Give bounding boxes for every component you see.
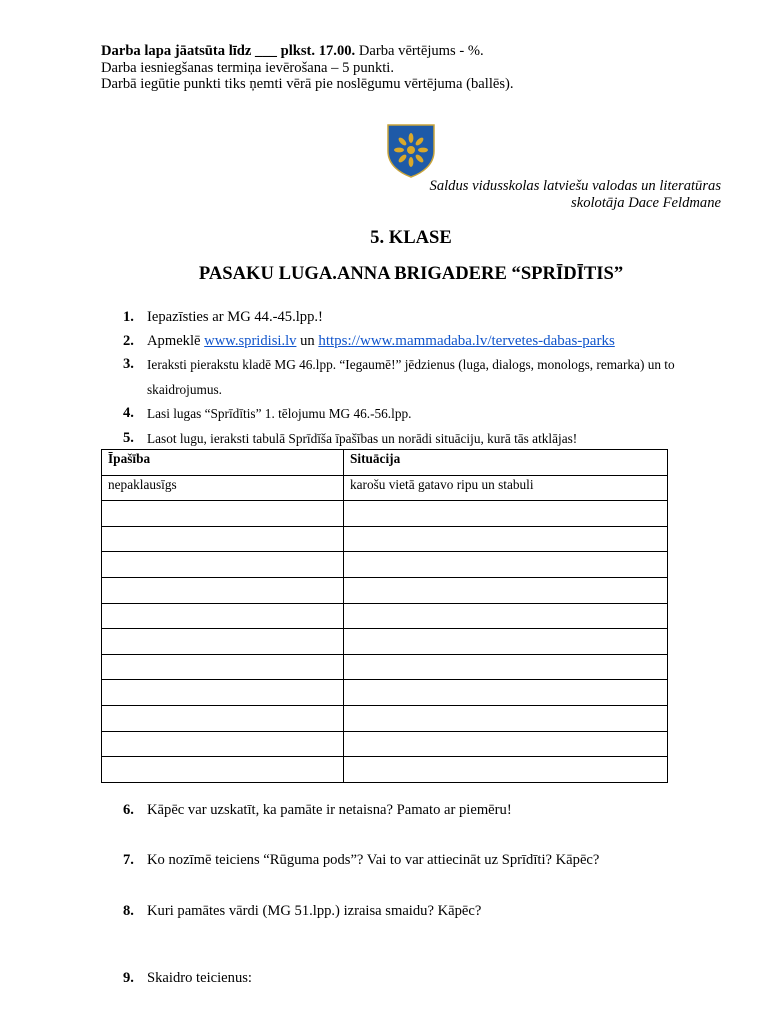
table-row (102, 731, 668, 757)
item-text-prefix: Apmeklē (147, 332, 205, 349)
cell-trait[interactable] (102, 680, 344, 706)
points-note: Darba iesniegšanas termiņa ievērošana – 5 punkti. (101, 59, 394, 76)
question-text: Ko nozīmē teiciens “Rūguma pods”? Vai to var attiecināt uz Sprīdīti? Kāpēc? (147, 852, 600, 868)
table-row (102, 526, 668, 552)
cell-trait[interactable] (102, 629, 344, 655)
link-spridisi[interactable]: www.spridisi.lv (204, 332, 297, 349)
cell-trait[interactable] (102, 757, 344, 783)
table-header-row (102, 450, 668, 476)
item-text: Lasot lugu, ieraksti tabulā Sprīdīša īpašības un norādi situāciju, kurā tās atklājas! (147, 430, 578, 446)
cell-situation[interactable] (344, 705, 668, 731)
cell-trait[interactable] (102, 577, 344, 603)
table-row (102, 654, 668, 680)
cell-situation[interactable] (344, 654, 668, 680)
item-text: Iepazīsties ar MG 44.-45.lpp.! (147, 309, 323, 325)
item-number: 3. (123, 356, 134, 372)
deadline-line (101, 43, 514, 60)
cell-situation[interactable] (344, 757, 668, 783)
question-text: Kāpēc var uzskatīt, ka pamāte ir netaisna? Pamato ar piemēru! (147, 802, 512, 818)
item-number: 4. (123, 405, 134, 421)
table-row (102, 757, 668, 783)
list-item (112, 330, 722, 354)
item-number: 1. (123, 309, 134, 325)
grade-title: 5. KLASE (370, 227, 452, 248)
cell-trait[interactable] (102, 603, 344, 629)
cell-situation[interactable] (344, 680, 668, 706)
item-number: 2. (123, 332, 134, 349)
table-row (102, 705, 668, 731)
list-item (112, 402, 722, 427)
cell-situation[interactable] (344, 501, 668, 527)
item-number: 5. (123, 429, 134, 446)
question-item (112, 802, 757, 819)
question-text: Skaidro teicienus: (147, 970, 252, 986)
author-name: skolotāja Dace Feldmane (571, 194, 721, 211)
list-item (112, 353, 722, 402)
table-row (102, 680, 668, 706)
cell-trait[interactable] (102, 654, 344, 680)
traits-table (101, 449, 668, 783)
cell-situation[interactable] (344, 552, 668, 578)
cell-trait[interactable] (102, 705, 344, 731)
deadline-bold: Darba lapa jāatsūta līdz ___ plkst. 17.00. (101, 43, 356, 59)
question-number: 9. (123, 970, 134, 986)
link-mammadaba[interactable]: https://www.mammadaba.lv/tervetes-dabas-parks (318, 332, 615, 349)
author-school: Saldus vidusskolas latviešu valodas un literatūras (429, 178, 721, 194)
cell-trait[interactable] (102, 731, 344, 757)
cell-situation[interactable] (344, 577, 668, 603)
item-text: Lasi lugas “Sprīdītis” 1. tēlojumu MG 46.-56.lpp. (147, 406, 412, 421)
cell-situation[interactable] (344, 731, 668, 757)
list-item (112, 306, 722, 330)
item-text-mid: un (296, 332, 319, 349)
cell-situation[interactable] (344, 629, 668, 655)
question-number: 6. (123, 802, 134, 818)
cell-trait[interactable] (102, 526, 344, 552)
question-number: 7. (123, 852, 134, 868)
header-situation: Situācija (344, 450, 668, 476)
table-row (102, 501, 668, 527)
school-crest-icon (386, 123, 436, 178)
table-row (102, 577, 668, 603)
task-list (112, 306, 722, 451)
table-row (102, 475, 668, 501)
author-signature (430, 178, 721, 212)
final-grade-note: Darbā iegūtie punkti tiks ņemti vērā pie noslēgumu vērtējuma (ballēs). (101, 76, 514, 93)
cell-trait[interactable] (102, 501, 344, 527)
cell-trait[interactable] (102, 552, 344, 578)
page-title: PASAKU LUGA.ANNA BRIGADERE “SPRĪDĪTIS” (198, 263, 624, 284)
cell-situation[interactable] (344, 603, 668, 629)
header-notes (101, 43, 514, 93)
header-trait: Īpašība (102, 450, 344, 476)
question-item (112, 903, 757, 920)
question-text: Kuri pamātes vārdi (MG 51.lpp.) izraisa smaidu? Kāpēc? (147, 903, 482, 919)
grade-note: Darba vērtējums - %. (355, 43, 484, 59)
item-text: Ieraksti pierakstu kladē MG 46.lpp. “Iegaumē!” jēdzienus (luga, dialogs, monologs, remarka) un to skaidrojumus. (147, 357, 675, 397)
question-item (112, 970, 757, 987)
question-number: 8. (123, 903, 134, 919)
cell-situation[interactable] (344, 526, 668, 552)
cell-situation[interactable]: karošu vietā gatavo ripu un stabuli (344, 475, 668, 501)
table-row (102, 552, 668, 578)
table-row (102, 603, 668, 629)
table-row (102, 629, 668, 655)
question-item (112, 852, 757, 869)
cell-trait[interactable]: nepaklausīgs (102, 475, 344, 501)
list-item (112, 427, 722, 452)
